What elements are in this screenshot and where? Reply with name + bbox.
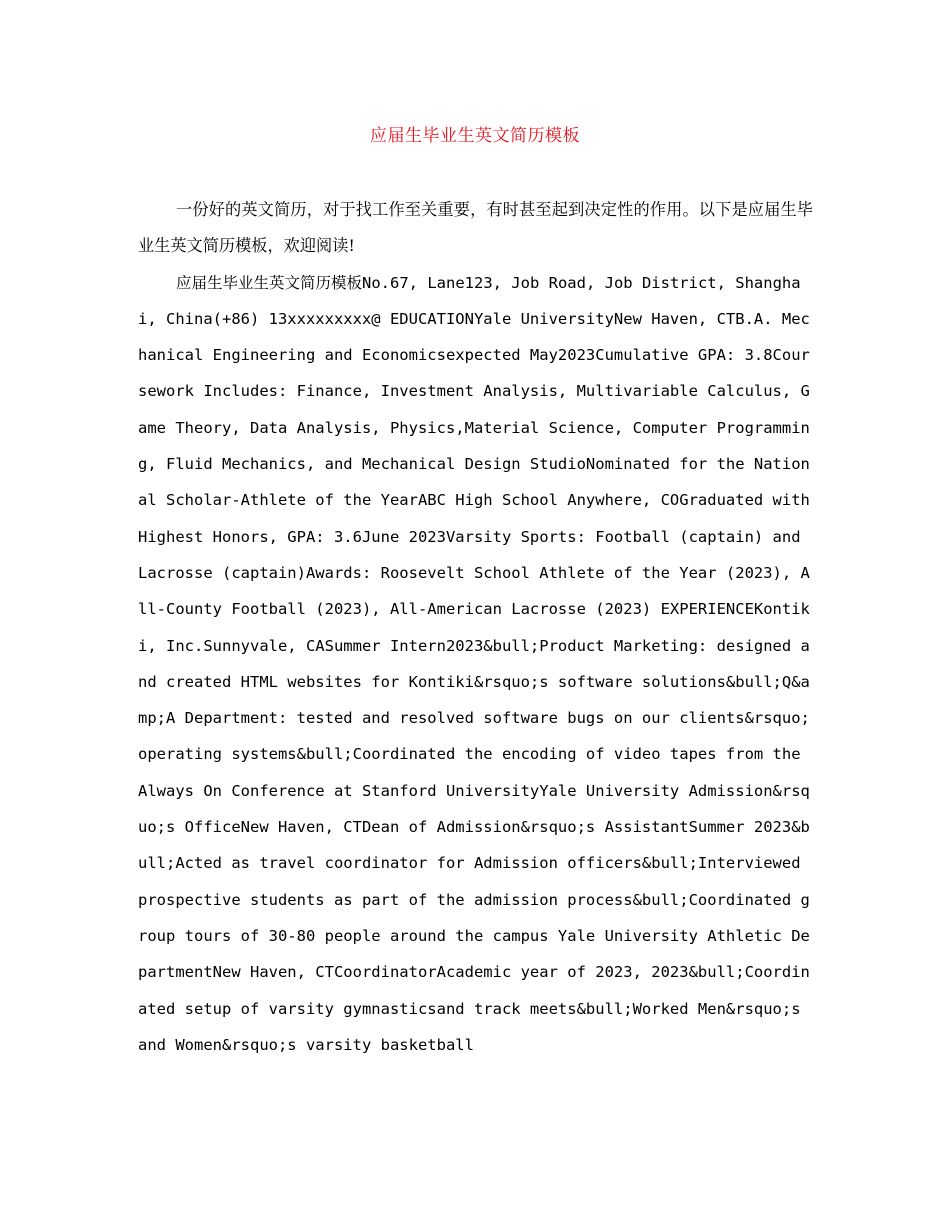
document-body	[138, 192, 813, 1063]
intro-paragraph: 一份好的英文简历，对于找工作至关重要，有时甚至起到决定性的作用。以下是应届生毕业生英文简历模板，欢迎阅读!	[138, 200, 813, 256]
page-title: 应届生毕业生英文简历模板	[370, 126, 580, 146]
resume-paragraph: 应届生毕业生英文简历模板No.67, Lane123, Job Road, Job District, Shanghai, China(+86) 13xxxxxxxxx@ EDUCATIONYale UniversityNew Haven, CTB.A. Mechanical Engineering and Economicsexpected May2023Cumulative GPA: 3.8Coursework Includes: Finance, Investment Analysis, Multivariable Calculus, Game Theory, Data Analysis, Physics,Material Science, Computer Programming, Fluid Mechanics, and Mechanical Design StudioNominated for the National Scholar-Athlete of the YearABC High School Anywhere, COGraduated with Highest Honors, GPA: 3.6June 2023Varsity Sports: Football (captain) and Lacrosse (captain)Awards: Roosevelt School Athlete of the Year (2023), All-County Football (2023), All-American Lacrosse (2023) EXPERIENCEKontiki, Inc.Sunnyvale, CASummer Intern2023&bull;Product Marketing: designed and created HTML websites for Kontiki&rsquo;s software solutions&bull;Q&amp;A Department: tested and resolved software bugs on our clients&rsquo; operating systems&bull;Coordinated the encoding of video tapes from the Always On Conference at Stanford UniversityYale University Admission&rsquo;s OfficeNew Haven, CTDean of Admission&rsquo;s AssistantSummer 2023&bull;Acted as travel coordinator for Admission officers&bull;Interviewed prospective students as part of the admission process&bull;Coordinated group tours of 30-80 people around the campus Yale University Athletic DepartmentNew Haven, CTCoordinatorAcademic year of 2023, 2023&bull;Coordinated setup of varsity gymnasticsand track meets&bull;Worked Men&rsquo;s and Women&rsquo;s varsity basketball	[138, 273, 810, 1054]
